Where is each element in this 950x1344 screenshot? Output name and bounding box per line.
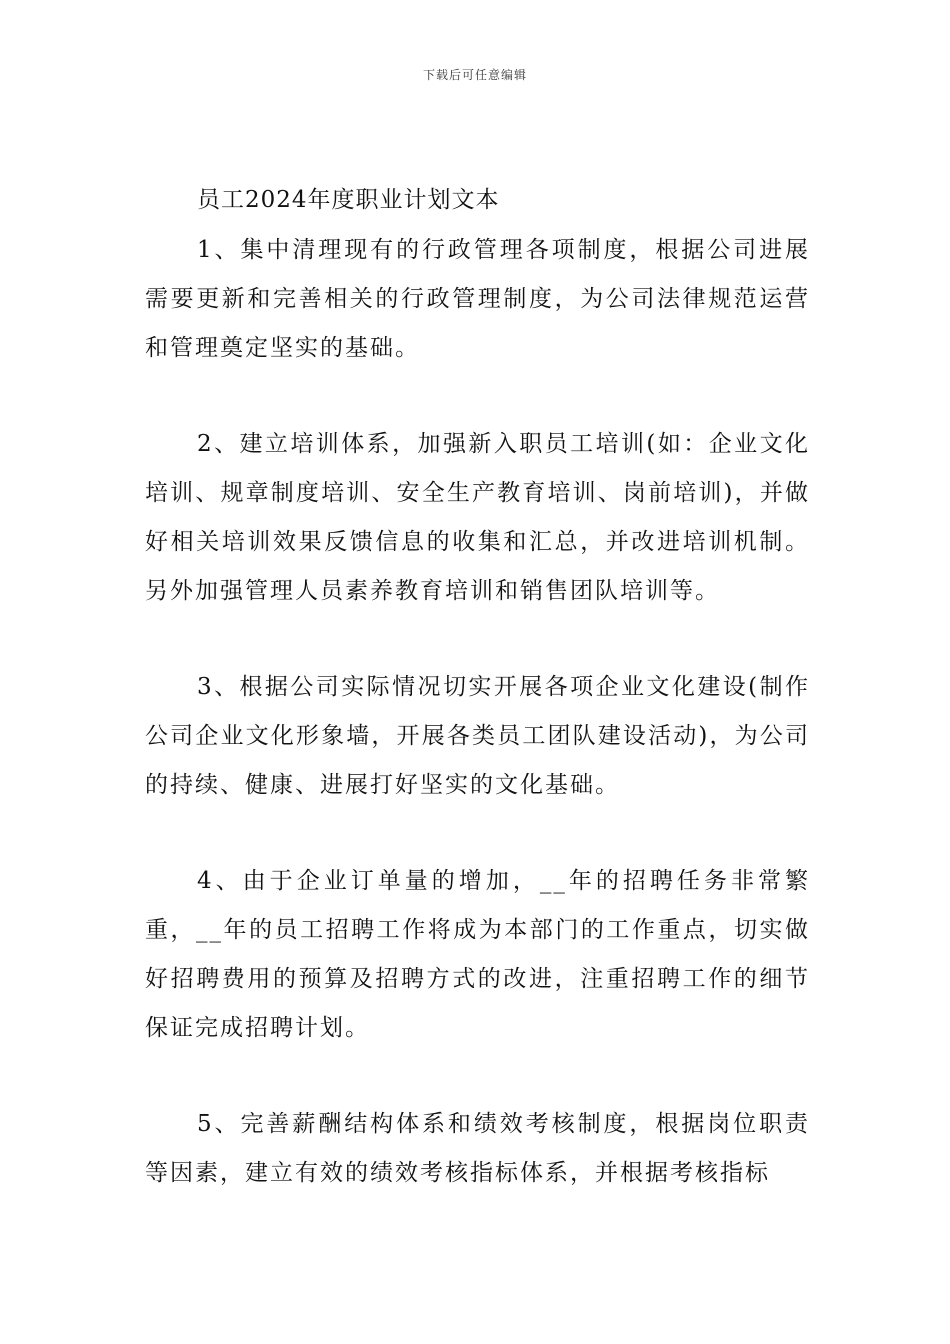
paragraph-1: 1、集中清理现有的行政管理各项制度，根据公司进展需要更新和完善相关的行政管理制度，为公司法律规范运营和管理奠定坚实的基础。 [145, 237, 810, 361]
document-title: 员工2024年度职业计划文本 [197, 187, 500, 213]
paragraph-3: 3、根据公司实际情况切实开展各项企业文化建设(制作公司企业文化形象墙，开展各类员工团队建设活动)，为公司的持续、健康、进展打好坚实的文化基础。 [145, 674, 810, 798]
header-note: 下载后可任意编辑 [422, 68, 527, 82]
paragraph-4: 4、由于企业订单量的增加，__年的招聘任务非常繁重，__年的员工招聘工作将成为本部门的工作重点，切实做好招聘费用的预算及招聘方式的改进，注重招聘工作的细节保证完成招聘计划。 [145, 868, 810, 1041]
document-body [145, 178, 810, 1198]
paragraph-5: 5、完善薪酬结构体系和绩效考核制度，根据岗位职责等因素，建立有效的绩效考核指标体系，并根据考核指标 [145, 1111, 810, 1186]
paragraph-2: 2、建立培训体系，加强新入职员工培训(如：企业文化培训、规章制度培训、安全生产教育培训、岗前培训)，并做好相关培训效果反馈信息的收集和汇总，并改进培训机制。另外加强管理人员素养教育培训和销售团队培训等。 [145, 431, 810, 604]
